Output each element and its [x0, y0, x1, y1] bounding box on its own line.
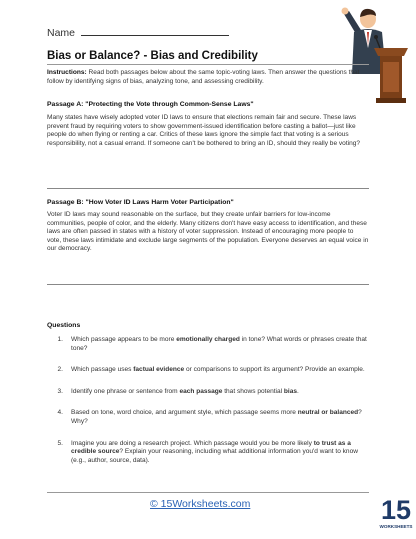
- question-text-part: Based on tone, word choice, and argument style, which passage seems more: [71, 409, 298, 417]
- name-label: Name: [47, 27, 76, 39]
- question-emphasis: bias: [283, 387, 298, 395]
- name-blank-line[interactable]: [81, 26, 229, 36]
- passage-a-text: Many states have wisely adopted voter ID laws to ensure that elections remain fair and secure. These laws prevent fraud by requiring voters to show government-issued identification before casting a ballot—just like people do when flying or renting a car. Critics of these laws ignore the simple fact that voting is a serious responsibility, not a casual errand. If someone can't be bothered to bring an ID, should they really be voting?: [47, 114, 361, 147]
- questions-list: [47, 336, 369, 465]
- question-number: 5.: [57, 439, 63, 447]
- footer-divider: [47, 492, 369, 493]
- question-emphasis: neutral or balanced: [297, 409, 359, 417]
- question-text-part: Identify one phrase or sentence from: [71, 387, 180, 395]
- question-item: [47, 336, 369, 353]
- question-number: 2.: [57, 366, 63, 374]
- questions-divider: [47, 284, 369, 285]
- question-number: 3.: [57, 387, 63, 395]
- name-field-row: [47, 26, 229, 39]
- question-text-part: or comparisons to support its argument? Provide an example.: [184, 366, 365, 374]
- question-text-part: ? Why?: [71, 409, 362, 425]
- question-emphasis: emotionally charged: [176, 336, 240, 343]
- question-text-part: .: [297, 387, 299, 395]
- question-emphasis: factual evidence: [133, 366, 185, 374]
- question-text: [71, 336, 369, 353]
- instructions-text: Read both passages below about the same topic-voting laws. Then answer the questions that follow by identifying signs of bias, analyzing tone, and assessing credibility.: [47, 69, 360, 85]
- passage-b-text: Voter ID laws may sound reasonable on the surface, but they create unfair barriers for low-income communities, people of color, and the elderly. Many citizens don't have easy access to identification, and these laws are often passed in states with a history of voter suppression. Instead of encouraging more people to vote, these laws intimidate and exclude large segments of the population. Everyone deserves an equal voice in our democracy.: [47, 211, 369, 253]
- question-text: [71, 366, 369, 375]
- question-text-part: Which passage appears to be more: [71, 336, 177, 343]
- title-divider: [47, 64, 369, 65]
- question-text-part: that shows potential: [222, 387, 284, 395]
- footer-site-link[interactable]: © 15Worksheets.com: [150, 498, 251, 510]
- questions-heading: Questions: [47, 322, 81, 329]
- worksheet-title: Bias or Balance? - Bias and Credibility: [47, 50, 258, 62]
- question-text-part: ? Explain your reasoning, including what additional information you'd want to know (e.g., author, source, data).: [71, 448, 358, 464]
- speaker-at-podium-illustration: [330, 4, 414, 104]
- question-item: [47, 409, 369, 426]
- question-text: [71, 440, 369, 466]
- instructions-label: Instructions:: [47, 69, 87, 76]
- logo-number: 15: [380, 495, 412, 525]
- passage-a-heading: Passage A: "Protecting the Vote through Common-Sense Laws": [47, 101, 254, 108]
- question-number: 1.: [57, 336, 63, 343]
- question-text-part: Imagine you are doing a research project. Which passage would you be more likely: [71, 439, 314, 447]
- question-emphasis: to trust as a credible source: [71, 439, 351, 456]
- passage-b-heading: Passage B: "How Voter ID Laws Harm Voter Participation": [47, 199, 234, 206]
- instructions: [47, 69, 369, 86]
- worksheets-logo: [379, 491, 413, 535]
- question-emphasis: each passage: [179, 387, 223, 395]
- question-text: [71, 409, 369, 426]
- logo-text: WORKSHEETS: [379, 524, 413, 529]
- passage-divider: [47, 188, 369, 189]
- question-item: [47, 388, 369, 397]
- question-item: [47, 440, 369, 466]
- question-text-part: Which passage uses: [71, 366, 134, 374]
- question-text-part: in tone? What words or phrases create that tone?: [71, 336, 367, 352]
- question-item: [47, 366, 369, 375]
- question-text: [71, 388, 369, 397]
- question-number: 4.: [57, 409, 63, 417]
